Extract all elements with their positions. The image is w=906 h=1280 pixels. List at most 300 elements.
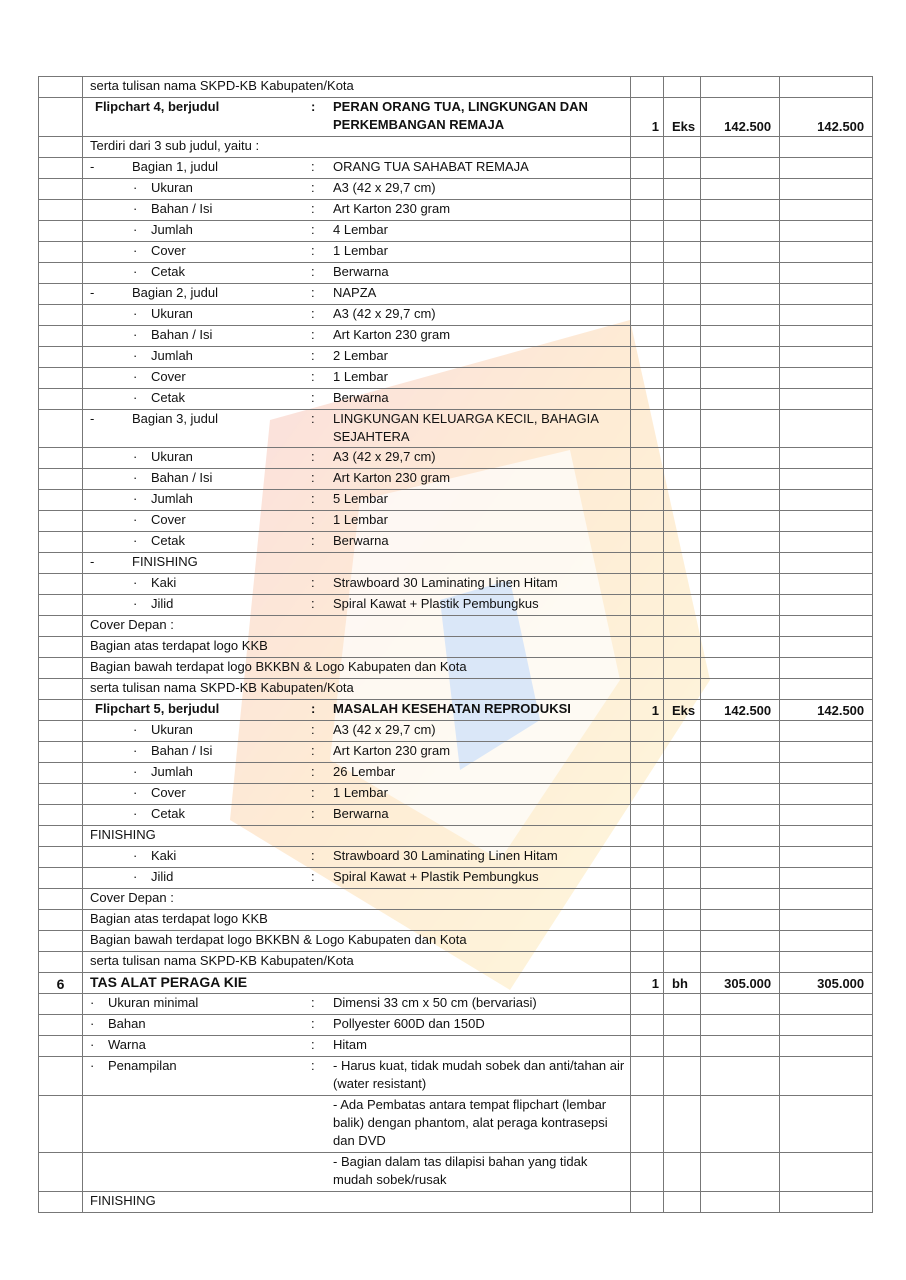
bullet-marker: ·	[90, 995, 95, 1010]
description-cell	[83, 574, 631, 595]
table-row	[39, 242, 873, 263]
table-row	[39, 553, 873, 574]
unit-price-cell	[701, 553, 780, 574]
unit-price-cell	[701, 347, 780, 368]
table-row	[39, 1153, 873, 1192]
description-line	[83, 511, 630, 529]
unit-price-cell	[701, 1015, 780, 1036]
item-number-cell	[39, 616, 83, 637]
spec-label-text: Jilid	[151, 869, 174, 884]
spec-label	[83, 532, 311, 550]
spec-label	[83, 305, 311, 323]
quantity-cell	[631, 305, 664, 326]
item-number-cell	[39, 595, 83, 616]
item-number-cell	[39, 931, 83, 952]
description-line	[83, 1036, 630, 1054]
unit-price-cell	[701, 284, 780, 305]
table-row	[39, 574, 873, 595]
table-row	[39, 952, 873, 973]
description-line	[83, 305, 630, 323]
description-line	[83, 595, 630, 613]
unit-price-cell	[701, 952, 780, 973]
spec-label	[83, 326, 311, 344]
table-row	[39, 469, 873, 490]
spec-colon: :	[311, 348, 315, 363]
item-number-cell	[39, 1096, 83, 1153]
description-line	[83, 931, 630, 949]
description-cell	[83, 868, 631, 889]
unit-price-cell	[701, 805, 780, 826]
unit-cell	[664, 179, 701, 200]
unit-cell	[664, 553, 701, 574]
description-cell	[83, 973, 631, 994]
description-line	[83, 158, 630, 176]
unit-price-cell	[701, 1036, 780, 1057]
unit-price-cell	[701, 1057, 780, 1096]
description-text: Bagian bawah terdapat logo BKKBN & Logo Kabupaten dan Kota	[90, 659, 467, 674]
spec-label-text: Cover	[151, 243, 186, 258]
total-price-cell	[780, 263, 873, 284]
total-price-cell	[780, 200, 873, 221]
spec-label	[83, 347, 311, 365]
table-row	[39, 994, 873, 1015]
unit-cell	[664, 263, 701, 284]
bullet-marker: ·	[90, 1016, 95, 1031]
spec-colon: :	[311, 222, 315, 237]
spec-value: Art Karton 230 gram	[333, 470, 451, 485]
unit-price-cell: 142.500	[701, 700, 780, 721]
table-row	[39, 1096, 873, 1153]
item-number-cell	[39, 326, 83, 347]
unit-cell	[664, 469, 701, 490]
total-price-cell	[780, 931, 873, 952]
spec-value: NAPZA	[333, 285, 377, 300]
unit-cell	[664, 532, 701, 553]
spec-label	[83, 242, 311, 260]
description-line	[83, 1096, 630, 1150]
description-line	[83, 221, 630, 239]
spec-value: 1 Lembar	[333, 512, 388, 527]
table-row	[39, 532, 873, 553]
unit-cell	[664, 221, 701, 242]
description-cell	[83, 763, 631, 784]
description-line	[83, 1153, 630, 1189]
description-cell	[83, 137, 631, 158]
spec-label	[83, 469, 311, 487]
description-cell	[83, 616, 631, 637]
spec-colon: :	[311, 264, 315, 279]
spec-colon: :	[311, 512, 315, 527]
quantity-cell	[631, 1036, 664, 1057]
description-line	[83, 637, 630, 655]
quantity-cell	[631, 742, 664, 763]
spec-colon: :	[311, 369, 315, 384]
table-row	[39, 721, 873, 742]
bullet-marker: ·	[133, 722, 138, 737]
quantity-cell	[631, 263, 664, 284]
total-price-cell	[780, 763, 873, 784]
table-row	[39, 263, 873, 284]
description-cell	[83, 1192, 631, 1213]
spec-value: 1 Lembar	[333, 785, 388, 800]
spec-label-text: Bahan / Isi	[151, 327, 213, 342]
description-cell	[83, 200, 631, 221]
spec-value: A3 (42 x 29,7 cm)	[333, 449, 436, 464]
item-title: TAS ALAT PERAGA KIE	[90, 974, 248, 990]
item-number-cell	[39, 637, 83, 658]
unit-price-cell	[701, 889, 780, 910]
item-number-cell	[39, 77, 83, 98]
spec-value: Spiral Kawat + Plastik Pembungkus	[333, 596, 539, 611]
item-number-cell	[39, 847, 83, 868]
spec-value: LINGKUNGAN KELUARGA KECIL, BAHAGIA SEJAHTERA	[333, 411, 599, 444]
quantity-cell	[631, 389, 664, 410]
table-row	[39, 410, 873, 448]
table-row	[39, 805, 873, 826]
spec-value: A3 (42 x 29,7 cm)	[333, 306, 436, 321]
quantity-cell	[631, 368, 664, 389]
description-cell	[83, 700, 631, 721]
spec-value: Spiral Kawat + Plastik Pembungkus	[333, 869, 539, 884]
description-cell	[83, 347, 631, 368]
spec-label	[83, 410, 311, 446]
spec-colon: :	[311, 449, 315, 464]
table-row	[39, 742, 873, 763]
description-line	[83, 847, 630, 865]
item-number-cell	[39, 511, 83, 532]
bullet-marker: ·	[133, 764, 138, 779]
spec-label	[83, 490, 311, 508]
description-cell	[83, 931, 631, 952]
spec-value: Art Karton 230 gram	[333, 201, 451, 216]
spec-colon: :	[311, 306, 315, 321]
total-price-cell	[780, 826, 873, 847]
description-line	[83, 574, 630, 592]
unit-price-cell	[701, 326, 780, 347]
description-cell	[83, 679, 631, 700]
quantity-cell	[631, 490, 664, 511]
description-cell	[83, 847, 631, 868]
bullet-marker: ·	[133, 180, 138, 195]
description-line	[83, 952, 630, 970]
unit-price-cell	[701, 658, 780, 679]
bullet-marker: ·	[133, 533, 138, 548]
item-number-cell	[39, 410, 83, 448]
spec-label	[83, 448, 311, 466]
spec-colon: :	[311, 722, 315, 737]
spec-colon	[311, 553, 333, 571]
unit-cell	[664, 77, 701, 98]
table-row	[39, 637, 873, 658]
quantity-cell	[631, 931, 664, 952]
unit-cell	[664, 1036, 701, 1057]
quantity-cell	[631, 574, 664, 595]
table-row	[39, 616, 873, 637]
spec-label	[83, 511, 311, 529]
quantity-cell	[631, 553, 664, 574]
spec-colon: :	[311, 1058, 315, 1073]
table-row	[39, 889, 873, 910]
table-row	[39, 679, 873, 700]
description-line	[83, 242, 630, 260]
spec-value: - Ada Pembatas antara tempat flipchart (lembar balik) dengan phantom, alat peraga kontrasepsi dan DVD	[333, 1097, 608, 1148]
unit-cell	[664, 679, 701, 700]
description-cell	[83, 658, 631, 679]
total-price-cell	[780, 1192, 873, 1213]
dash-marker: -	[90, 554, 95, 569]
unit-cell	[664, 1057, 701, 1096]
total-price-cell	[780, 952, 873, 973]
total-price-cell	[780, 179, 873, 200]
unit-price-cell	[701, 532, 780, 553]
table-row	[39, 347, 873, 368]
quantity-cell	[631, 763, 664, 784]
unit-cell	[664, 721, 701, 742]
unit-cell	[664, 637, 701, 658]
item-number-cell	[39, 263, 83, 284]
spec-label-text: Cetak	[151, 264, 185, 279]
total-price-cell	[780, 1036, 873, 1057]
quantity-cell	[631, 137, 664, 158]
total-price-cell: 305.000	[780, 973, 873, 994]
quantity-cell	[631, 347, 664, 368]
total-price-cell	[780, 389, 873, 410]
description-line	[83, 553, 630, 571]
spec-label-text: Ukuran	[151, 306, 193, 321]
unit-price-cell	[701, 616, 780, 637]
unit-cell	[664, 742, 701, 763]
table-row	[39, 1015, 873, 1036]
unit-cell	[664, 490, 701, 511]
total-price-cell	[780, 616, 873, 637]
spec-colon: :	[311, 596, 315, 611]
item-number-cell	[39, 284, 83, 305]
description-cell	[83, 77, 631, 98]
spec-colon: :	[311, 180, 315, 195]
table-row	[39, 1192, 873, 1213]
table-row	[39, 595, 873, 616]
unit-cell	[664, 1192, 701, 1213]
spec-label	[83, 221, 311, 239]
unit-price-cell	[701, 511, 780, 532]
item-number-cell	[39, 1153, 83, 1192]
description-cell	[83, 1057, 631, 1096]
unit-cell	[664, 994, 701, 1015]
item-number-cell	[39, 952, 83, 973]
description-cell	[83, 179, 631, 200]
item-number-cell	[39, 490, 83, 511]
bullet-marker: ·	[133, 348, 138, 363]
quantity-cell	[631, 179, 664, 200]
item-number-cell	[39, 1057, 83, 1096]
description-cell	[83, 469, 631, 490]
spec-label-text: Jumlah	[151, 764, 193, 779]
table-row	[39, 77, 873, 98]
spec-label-text: Ukuran minimal	[108, 995, 199, 1010]
bullet-marker: ·	[133, 390, 138, 405]
quantity-cell	[631, 200, 664, 221]
unit-price-cell	[701, 994, 780, 1015]
spec-label-text: Kaki	[151, 848, 177, 863]
total-price-cell	[780, 1015, 873, 1036]
unit-price-cell	[701, 368, 780, 389]
description-line	[83, 616, 630, 634]
unit-cell	[664, 200, 701, 221]
description-line	[83, 784, 630, 802]
item-number-cell	[39, 784, 83, 805]
description-line	[83, 826, 630, 844]
spec-colon: :	[311, 848, 315, 863]
description-line	[83, 973, 630, 991]
spec-value: - Harus kuat, tidak mudah sobek dan anti/tahan air (water resistant)	[333, 1058, 625, 1091]
table-row	[39, 490, 873, 511]
description-text: serta tulisan nama SKPD-KB Kabupaten/Kota	[90, 680, 354, 695]
unit-cell	[664, 242, 701, 263]
description-cell	[83, 448, 631, 469]
unit-cell	[664, 1153, 701, 1192]
description-cell	[83, 637, 631, 658]
description-line	[83, 200, 630, 218]
description-text: serta tulisan nama SKPD-KB Kabupaten/Kota	[90, 78, 354, 93]
total-price-cell	[780, 658, 873, 679]
unit-cell	[664, 805, 701, 826]
spec-label-text: Ukuran	[151, 180, 193, 195]
spec-label	[83, 158, 311, 176]
total-price-cell	[780, 158, 873, 179]
quantity-cell: 1	[631, 973, 664, 994]
description-cell	[83, 1153, 631, 1192]
spec-colon: :	[311, 1037, 315, 1052]
bullet-marker: ·	[133, 596, 138, 611]
spec-value: Strawboard 30 Laminating Linen Hitam	[333, 575, 558, 590]
description-cell	[83, 553, 631, 574]
table-row	[39, 763, 873, 784]
description-line	[83, 910, 630, 928]
unit-price-cell	[701, 1192, 780, 1213]
description-cell	[83, 805, 631, 826]
spec-label	[83, 595, 311, 613]
spec-label-text: Cover	[151, 369, 186, 384]
spec-value: A3 (42 x 29,7 cm)	[333, 722, 436, 737]
total-price-cell	[780, 532, 873, 553]
unit-price-cell	[701, 469, 780, 490]
spec-colon: :	[311, 806, 315, 821]
spec-value: ORANG TUA SAHABAT REMAJA	[333, 159, 529, 174]
spec-label	[83, 368, 311, 386]
unit-cell	[664, 931, 701, 952]
unit-cell	[664, 305, 701, 326]
description-cell	[83, 368, 631, 389]
dash-marker: -	[90, 159, 95, 174]
unit-price-cell	[701, 931, 780, 952]
unit-cell	[664, 868, 701, 889]
item-number-cell	[39, 742, 83, 763]
item-number-cell	[39, 553, 83, 574]
description-line	[83, 490, 630, 508]
spec-colon: :	[311, 533, 315, 548]
quantity-cell	[631, 952, 664, 973]
unit-cell	[664, 574, 701, 595]
description-cell	[83, 305, 631, 326]
spec-value: 2 Lembar	[333, 348, 388, 363]
quantity-cell	[631, 410, 664, 448]
table-row	[39, 868, 873, 889]
total-price-cell	[780, 1153, 873, 1192]
item-number-cell	[39, 994, 83, 1015]
total-price-cell	[780, 242, 873, 263]
quantity-cell	[631, 1192, 664, 1213]
description-line	[83, 368, 630, 386]
spec-colon: :	[311, 995, 315, 1010]
total-price-cell	[780, 221, 873, 242]
quantity-cell	[631, 326, 664, 347]
quantity-cell	[631, 889, 664, 910]
bullet-marker: ·	[133, 743, 138, 758]
quantity-cell	[631, 805, 664, 826]
description-line	[83, 284, 630, 302]
item-number-cell	[39, 910, 83, 931]
total-price-cell	[780, 284, 873, 305]
unit-cell	[664, 889, 701, 910]
description-line	[83, 889, 630, 907]
spec-label-text: Jilid	[151, 596, 174, 611]
quantity-cell	[631, 847, 664, 868]
dash-marker: -	[90, 411, 95, 426]
spec-label-text: Bahan / Isi	[151, 743, 213, 758]
quantity-cell	[631, 1015, 664, 1036]
description-line	[83, 448, 630, 466]
item-number-cell	[39, 221, 83, 242]
quantity-cell	[631, 1153, 664, 1192]
item-number-cell	[39, 158, 83, 179]
unit-cell	[664, 511, 701, 532]
total-price-cell	[780, 595, 873, 616]
total-price-cell	[780, 1057, 873, 1096]
bullet-marker: ·	[133, 327, 138, 342]
unit-price-cell	[701, 637, 780, 658]
table-row	[39, 910, 873, 931]
quantity-cell	[631, 284, 664, 305]
spec-value: Art Karton 230 gram	[333, 327, 451, 342]
spec-value: Pollyester 600D dan 150D	[333, 1016, 485, 1031]
quantity-cell	[631, 1057, 664, 1096]
item-number-cell	[39, 389, 83, 410]
unit-cell	[664, 658, 701, 679]
table-row	[39, 368, 873, 389]
spec-label-text: FINISHING	[132, 554, 198, 569]
spec-label	[83, 179, 311, 197]
description-line	[83, 721, 630, 739]
spec-label	[83, 1036, 311, 1054]
unit-price-cell: 142.500	[701, 98, 780, 137]
unit-price-cell	[701, 910, 780, 931]
quantity-cell	[631, 994, 664, 1015]
bullet-marker: ·	[133, 243, 138, 258]
total-price-cell	[780, 805, 873, 826]
spec-value: Strawboard 30 Laminating Linen Hitam	[333, 848, 558, 863]
unit-price-cell	[701, 410, 780, 448]
description-line	[83, 137, 630, 155]
description-cell	[83, 1096, 631, 1153]
description-cell	[83, 284, 631, 305]
bullet-marker: ·	[133, 201, 138, 216]
spec-label	[83, 200, 311, 218]
description-cell	[83, 1036, 631, 1057]
quantity-cell	[631, 469, 664, 490]
unit-price-cell	[701, 242, 780, 263]
description-text: Cover Depan :	[90, 617, 174, 632]
table-row	[39, 973, 873, 994]
